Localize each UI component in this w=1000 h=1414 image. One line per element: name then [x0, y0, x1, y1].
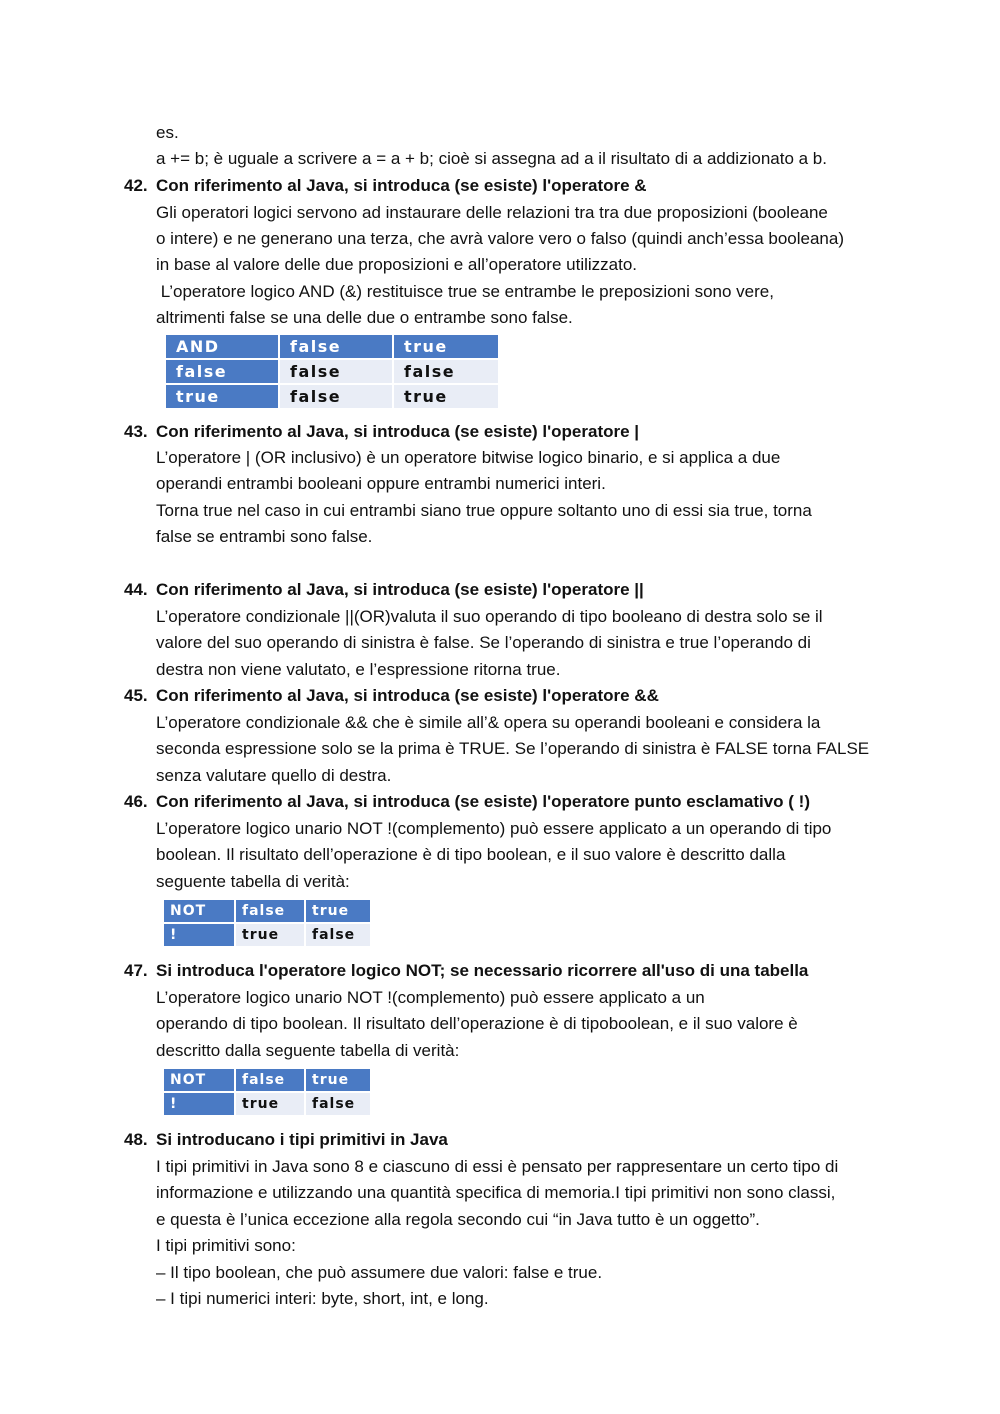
section-number: 47. — [124, 961, 148, 980]
paragraph-line: operando di tipo boolean. Il risultato dell’operazione è di tipoboolean, e il suo valore è — [156, 1014, 798, 1033]
section-heading-42 — [124, 173, 647, 199]
paragraph-line: L’operatore logico AND (&) restituisce true se entrambe le preposizioni sono vere, — [156, 282, 774, 301]
intro-line: es. — [156, 123, 179, 142]
paragraph-line: I tipi primitivi in Java sono 8 e ciascuno di essi è pensato per rappresentare un certo tipo di — [156, 1157, 839, 1176]
paragraph-line: seguente tabella di verità: — [156, 872, 350, 891]
paragraph-line: L’operatore logico unario NOT !(complemento) può essere applicato a un — [156, 988, 705, 1007]
intro-line: a += b; è uguale a scrivere a = a + b; cioè si assegna ad a il risultato di a addizionato a b. — [156, 149, 827, 168]
not-truth-table — [162, 898, 372, 948]
section-title: Con riferimento al Java, si introduca (se esiste) l'operatore || — [156, 580, 644, 599]
table-row — [164, 1069, 370, 1091]
section-number: 48. — [124, 1130, 148, 1149]
not-truth-table — [162, 1067, 372, 1117]
paragraph-line: I tipi primitivi sono: — [156, 1236, 296, 1255]
section-number: 43. — [124, 422, 148, 441]
section-number: 46. — [124, 792, 148, 811]
table-cell: false — [394, 360, 498, 383]
list-item: – I tipi numerici interi: byte, short, int, e long. — [156, 1289, 489, 1308]
paragraph-line: L’operatore logico unario NOT !(complemento) può essere applicato a un operando di tipo — [156, 819, 832, 838]
section-title: Con riferimento al Java, si introduca (se esiste) l'operatore & — [156, 176, 647, 195]
table-row-header-cell: ! — [164, 1093, 234, 1115]
section-number: 44. — [124, 580, 148, 599]
section-title: Con riferimento al Java, si introduca (se esiste) l'operatore punto esclamativo ( !) — [156, 792, 810, 811]
table-header-cell: true — [306, 900, 370, 922]
paragraph-line: L’operatore | (OR inclusivo) è un operatore bitwise logico binario, e si applica a due — [156, 448, 781, 467]
table-cell: false — [280, 385, 392, 408]
paragraph-line: o intere) e ne generano una terza, che avrà valore vero o falso (quindi anch’essa booleana) — [156, 229, 844, 248]
table-cell: false — [306, 1093, 370, 1115]
table-cell: true — [236, 924, 304, 946]
section-title: Si introduca l'operatore logico NOT; se necessario ricorrere all'uso di una tabella — [156, 961, 809, 980]
table-header-cell: NOT — [164, 900, 234, 922]
section-heading-47 — [124, 958, 808, 984]
paragraph-line: in base al valore delle due proposizioni e all’operatore utilizzato. — [156, 255, 638, 274]
table-header-cell: AND — [166, 335, 278, 358]
table-header-cell: false — [280, 335, 392, 358]
table-row — [164, 924, 370, 946]
table-row — [166, 335, 498, 358]
paragraph-line: Torna true nel caso in cui entrambi siano true oppure soltanto uno di essi sia true, torna — [156, 501, 812, 520]
paragraph-line: seconda espressione solo se la prima è TRUE. Se l’operando di sinistra è FALSE torna FALSE — [156, 739, 870, 758]
table-header-cell: false — [236, 900, 304, 922]
section-heading-46 — [124, 789, 810, 815]
section-title: Si introducano i tipi primitivi in Java — [156, 1130, 448, 1149]
table-cell: false — [280, 360, 392, 383]
table-header-cell: true — [306, 1069, 370, 1091]
paragraph-line: altrimenti false se una delle due o entrambe sono false. — [156, 308, 573, 327]
paragraph-line: informazione e utilizzando una quantità specifica di memoria.I tipi primitivi non sono classi, — [156, 1183, 836, 1202]
paragraph-line: L’operatore condizionale ||(OR)valuta il suo operando di tipo booleano di destra solo se il — [156, 607, 823, 626]
table-row — [164, 900, 370, 922]
table-cell: true — [394, 385, 498, 408]
table-header-cell: true — [394, 335, 498, 358]
paragraph-line: descritto dalla seguente tabella di verità: — [156, 1041, 460, 1060]
table-cell: false — [306, 924, 370, 946]
table-cell: true — [236, 1093, 304, 1115]
paragraph-line: destra non viene valutato, e l’espressione ritorna true. — [156, 660, 561, 679]
section-title: Con riferimento al Java, si introduca (se esiste) l'operatore | — [156, 422, 640, 441]
paragraph-line: valore del suo operando di sinistra è false. Se l’operando di sinistra e true l’operando di — [156, 633, 811, 652]
section-title: Con riferimento al Java, si introduca (se esiste) l'operatore && — [156, 686, 659, 705]
section-number: 42. — [124, 176, 148, 195]
table-header-cell: NOT — [164, 1069, 234, 1091]
section-heading-43 — [124, 419, 639, 445]
table-row-header-cell: ! — [164, 924, 234, 946]
table-row-header-cell: false — [166, 360, 278, 383]
paragraph-line: boolean. Il risultato dell’operazione è di tipo boolean, e il suo valore è descritto dalla — [156, 845, 786, 864]
section-heading-45 — [124, 683, 659, 709]
table-header-cell: false — [236, 1069, 304, 1091]
section-number: 45. — [124, 686, 148, 705]
and-truth-table — [164, 333, 500, 410]
paragraph-line: e questa è l’unica eccezione alla regola secondo cui “in Java tutto è un oggetto”. — [156, 1210, 760, 1229]
paragraph-line: Gli operatori logici servono ad instaurare delle relazioni tra tra due proposizioni (booleane — [156, 203, 828, 222]
paragraph-line: operandi entrambi booleani oppure entrambi numerici interi. — [156, 474, 606, 493]
paragraph-line: L’operatore condizionale && che è simile all’& opera su operandi booleani e considera la — [156, 713, 821, 732]
table-row-header-cell: true — [166, 385, 278, 408]
table-row — [166, 385, 498, 408]
table-row — [164, 1093, 370, 1115]
list-item: – Il tipo boolean, che può assumere due valori: false e true. — [156, 1263, 603, 1282]
paragraph-line: false se entrambi sono false. — [156, 527, 373, 546]
section-heading-44 — [124, 577, 644, 603]
table-row — [166, 360, 498, 383]
paragraph-line: senza valutare quello di destra. — [156, 766, 392, 785]
section-heading-48 — [124, 1127, 448, 1153]
